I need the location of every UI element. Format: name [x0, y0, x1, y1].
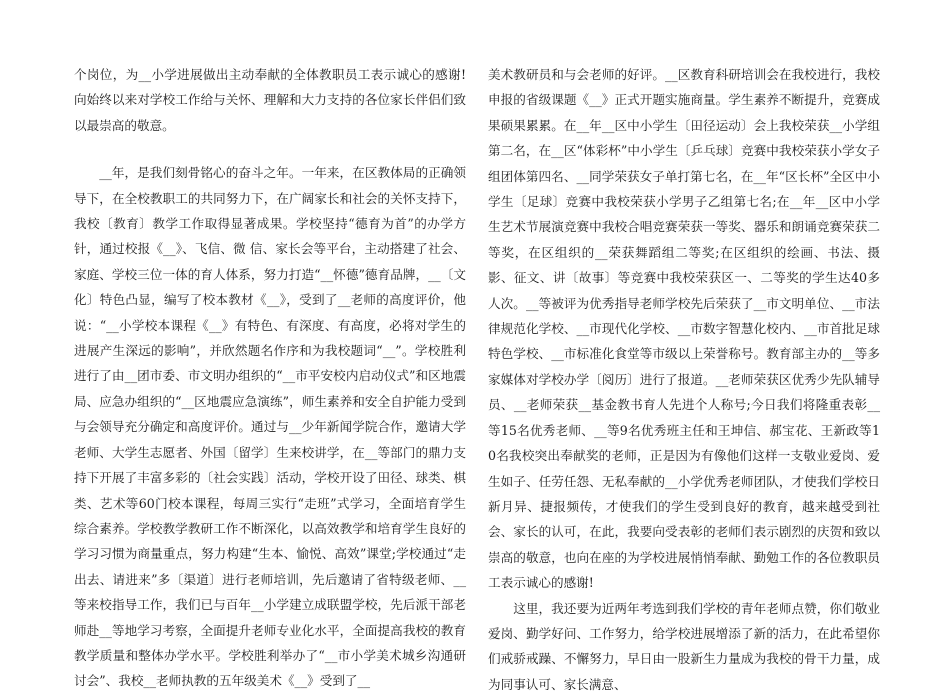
- paragraph-closing-thanks: 个岗位，为__小学进展做出主动奉献的全体教职员工表示诚心的感谢!向始终以来对学校工作给与关怀、理解和大力支持的各位家长伴侣们致以最崇高的敬意。: [74, 67, 466, 133]
- left-text-column: [74, 62, 466, 694]
- paragraph-young-teachers: 这里，我还要为近两年考选到我们学校的青年老师点赞，你们敬业爱岗、勤学好问、工作努力，给学校进展增添了新的活力，在此希望你们戒骄戒躁、不懈努力，早日由一股新生力量成为我校的骨干力量，成为同事认可、家长满意、: [488, 600, 880, 692]
- paragraph-achievements: 美术教研员和与会老师的好评。__区教育科研培训会在我校进行，我校申报的省级课题《__》正式开题实施商量。学生素养不断提升，竞赛成果硕果累累。在__年__区中小学生〔田径运动〕会上我校荣获__小学组第二名，在__区“体彩杯”中小学生〔乒乓球〕竞赛中我校荣获小学女子组团体第四名、__同学荣获女子单打第七名，在__年“区长杯”全区中小学生〔足球〕竞赛中我校荣获小学男子乙组第七名;在__年__区中小学生艺术节展演竞赛中我校合唱竞赛荣获一等奖、器乐和朗诵竞赛荣获二等奖，在区组织的__荣获舞蹈组二等奖;在区组织的绘画、书法、摄影、征文、讲〔故事〕等竞赛中我校荣获区一、二等奖的学生达40多人次。__等被评为优秀指导老师学校先后荣获了__市文明单位、__市法律规范化学校、__市现代化学校、__市数字智慧化校内、__市首批足球特色学校、__市标准化食堂等市级以上荣誉称号。教育部主办的__等多家媒体对学校办学〔阅历〕进行了报道。__老师荣获区优秀少先队辅导员、__老师荣获__基金教书育人先进个人称号;今日我们将隆重表彰__等15名优秀老师、__等9名优秀班主任和王坤信、郝宝花、王新政等10名我校突出奉献奖的老师，正是因为有像他们这样一支敬业爱岗、爱生如子、任劳任怨、无私奉献的__小学优秀老师团队，才使我们学校日新月异、捷报频传，才使我们的学生受到良好的教育，越来越受到社会、家长的认可，在此，我要向受表彰的老师们表示剧烈的庆贺和致以崇高的敬意，也向在座的为学校进展悄悄奉献、勤勉工作的各位教职员工表示诚心的感谢!: [488, 67, 880, 591]
- paragraph-year-review: __年，是我们刻骨铭心的奋斗之年。一年来，在区教体局的正确领导下，在全校教职工的共同努力下，在广阔家长和社会的关怀支持下，我校〔教育〕教学工作取得显著成果。学校坚持“德育为首”的办学方针，通过校报《__》、飞信、微 信、家长会等平台，主动搭建了社会、家庭、学校三位一体的育人体系，努力打造“__怀德”德育品牌，__〔文化〕特色凸显，编写了校本教材《__》，受到了__老师的高度评价，他说：“__小学校本课程《__》有特色、有深度、有高度，必将对学生的进展产生深远的影响”，并欣然题名作序和为我校题词“__”。学校胜利进行了由__团市委、市文明办组织的“__市平安校内启动仪式”和区地震局、应急办组织的“__区地震应急演练”，师生素养和安全自护能力受到与会领导充分确定和高度评价。通过与__少年新闻学院合作，邀请大学老师、大学生志愿者、外国〔留学〕生来校讲学，在__等部门的鼎力支持下开展了丰富多彩的〔社会实践〕活动，学校开设了田径、球类、棋类、艺术等60门校本课程，每周三实行“走班”式学习，全面培育学生综合素养。学校教学教研工作不断深化，以高效教学和培育学生良好的学习习惯为商量重点，努力构建“生本、愉悦、高效”课堂;学校通过“走出去、请进来”多〔渠道〕进行老师培训，先后邀请了省特级老师、__等来校指导工作，我们已与百年__小学建立成联盟学校，先后派干部老师赴__等地学习考察，全面提升老师专业化水平，全面提高我校的教育教学质量和整体办学水平。学校胜利举办了“__市小学美术城乡沟通研讨会”、我校__老师执教的五年级美术《__》受到了__: [74, 165, 466, 689]
- right-text-column: [488, 62, 880, 697]
